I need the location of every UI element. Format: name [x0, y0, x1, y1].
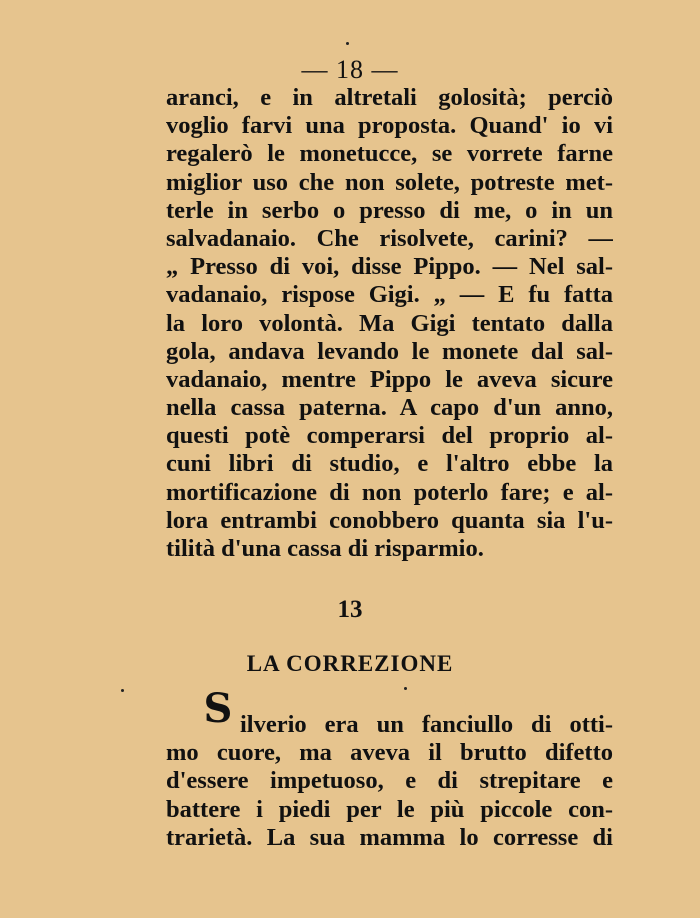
page-number: — 18 —	[301, 55, 399, 84]
text-line: battere i piedi per le più piccole con-	[166, 795, 613, 823]
text-line: trarietà. La sua mamma lo corresse di	[166, 823, 613, 851]
text-line: mo cuore, ma aveva il brutto difetto	[166, 739, 613, 767]
text-line: lora entrambi conobbero quanta sia l'u-	[166, 506, 613, 534]
text-line: vadanaio, mentre Pippo le aveva sicure	[166, 365, 613, 393]
ink-speck	[346, 42, 349, 45]
story-title: LA CORREZIONE	[246, 651, 454, 676]
text-line: questi potè comperarsi del proprio al-	[166, 422, 613, 450]
text-line: salvadanaio. Che risolvete, carini? —	[166, 224, 613, 252]
ink-speck	[404, 687, 407, 690]
text-line: d'essere impetuoso, e di strepitare e	[166, 767, 613, 795]
ink-speck	[121, 689, 124, 692]
text-line: nella cassa paterna. A capo d'un anno,	[166, 394, 613, 422]
story-number: 13	[337, 596, 363, 623]
text-line: la loro volontà. Ma Gigi tentato dalla	[166, 309, 613, 337]
text-line: mortificazione di non poterlo fare; e al-	[166, 478, 613, 506]
text-line: regalerò le monetucce, se vorrete farne	[166, 140, 613, 168]
text-line: vadanaio, rispose Gigi. „ — E fu fatta	[166, 281, 613, 309]
text-line: aranci, e in altretali golosità; perciò	[166, 84, 613, 111]
text-line: gola, andava levando le monete dal sal-	[166, 337, 613, 365]
drop-cap-letter: S	[203, 685, 233, 732]
text-line: „ Presso di voi, disse Pippo. — Nel sal-	[166, 253, 613, 281]
text-line: miglior uso che non solete, potreste met-	[166, 168, 613, 196]
text-line: tilità d'una cassa di risparmio.	[166, 535, 484, 562]
story-text	[166, 711, 613, 852]
text-line: ilverio era un fanciullo di otti-	[240, 711, 613, 738]
continuation-text	[166, 84, 613, 563]
text-line: cuni libri di studio, e l'altro ebbe la	[166, 450, 613, 478]
text-line: terle in serbo o presso di me, o in un	[166, 196, 613, 224]
text-line: voglio farvi una proposta. Quand' io vi	[166, 112, 613, 140]
